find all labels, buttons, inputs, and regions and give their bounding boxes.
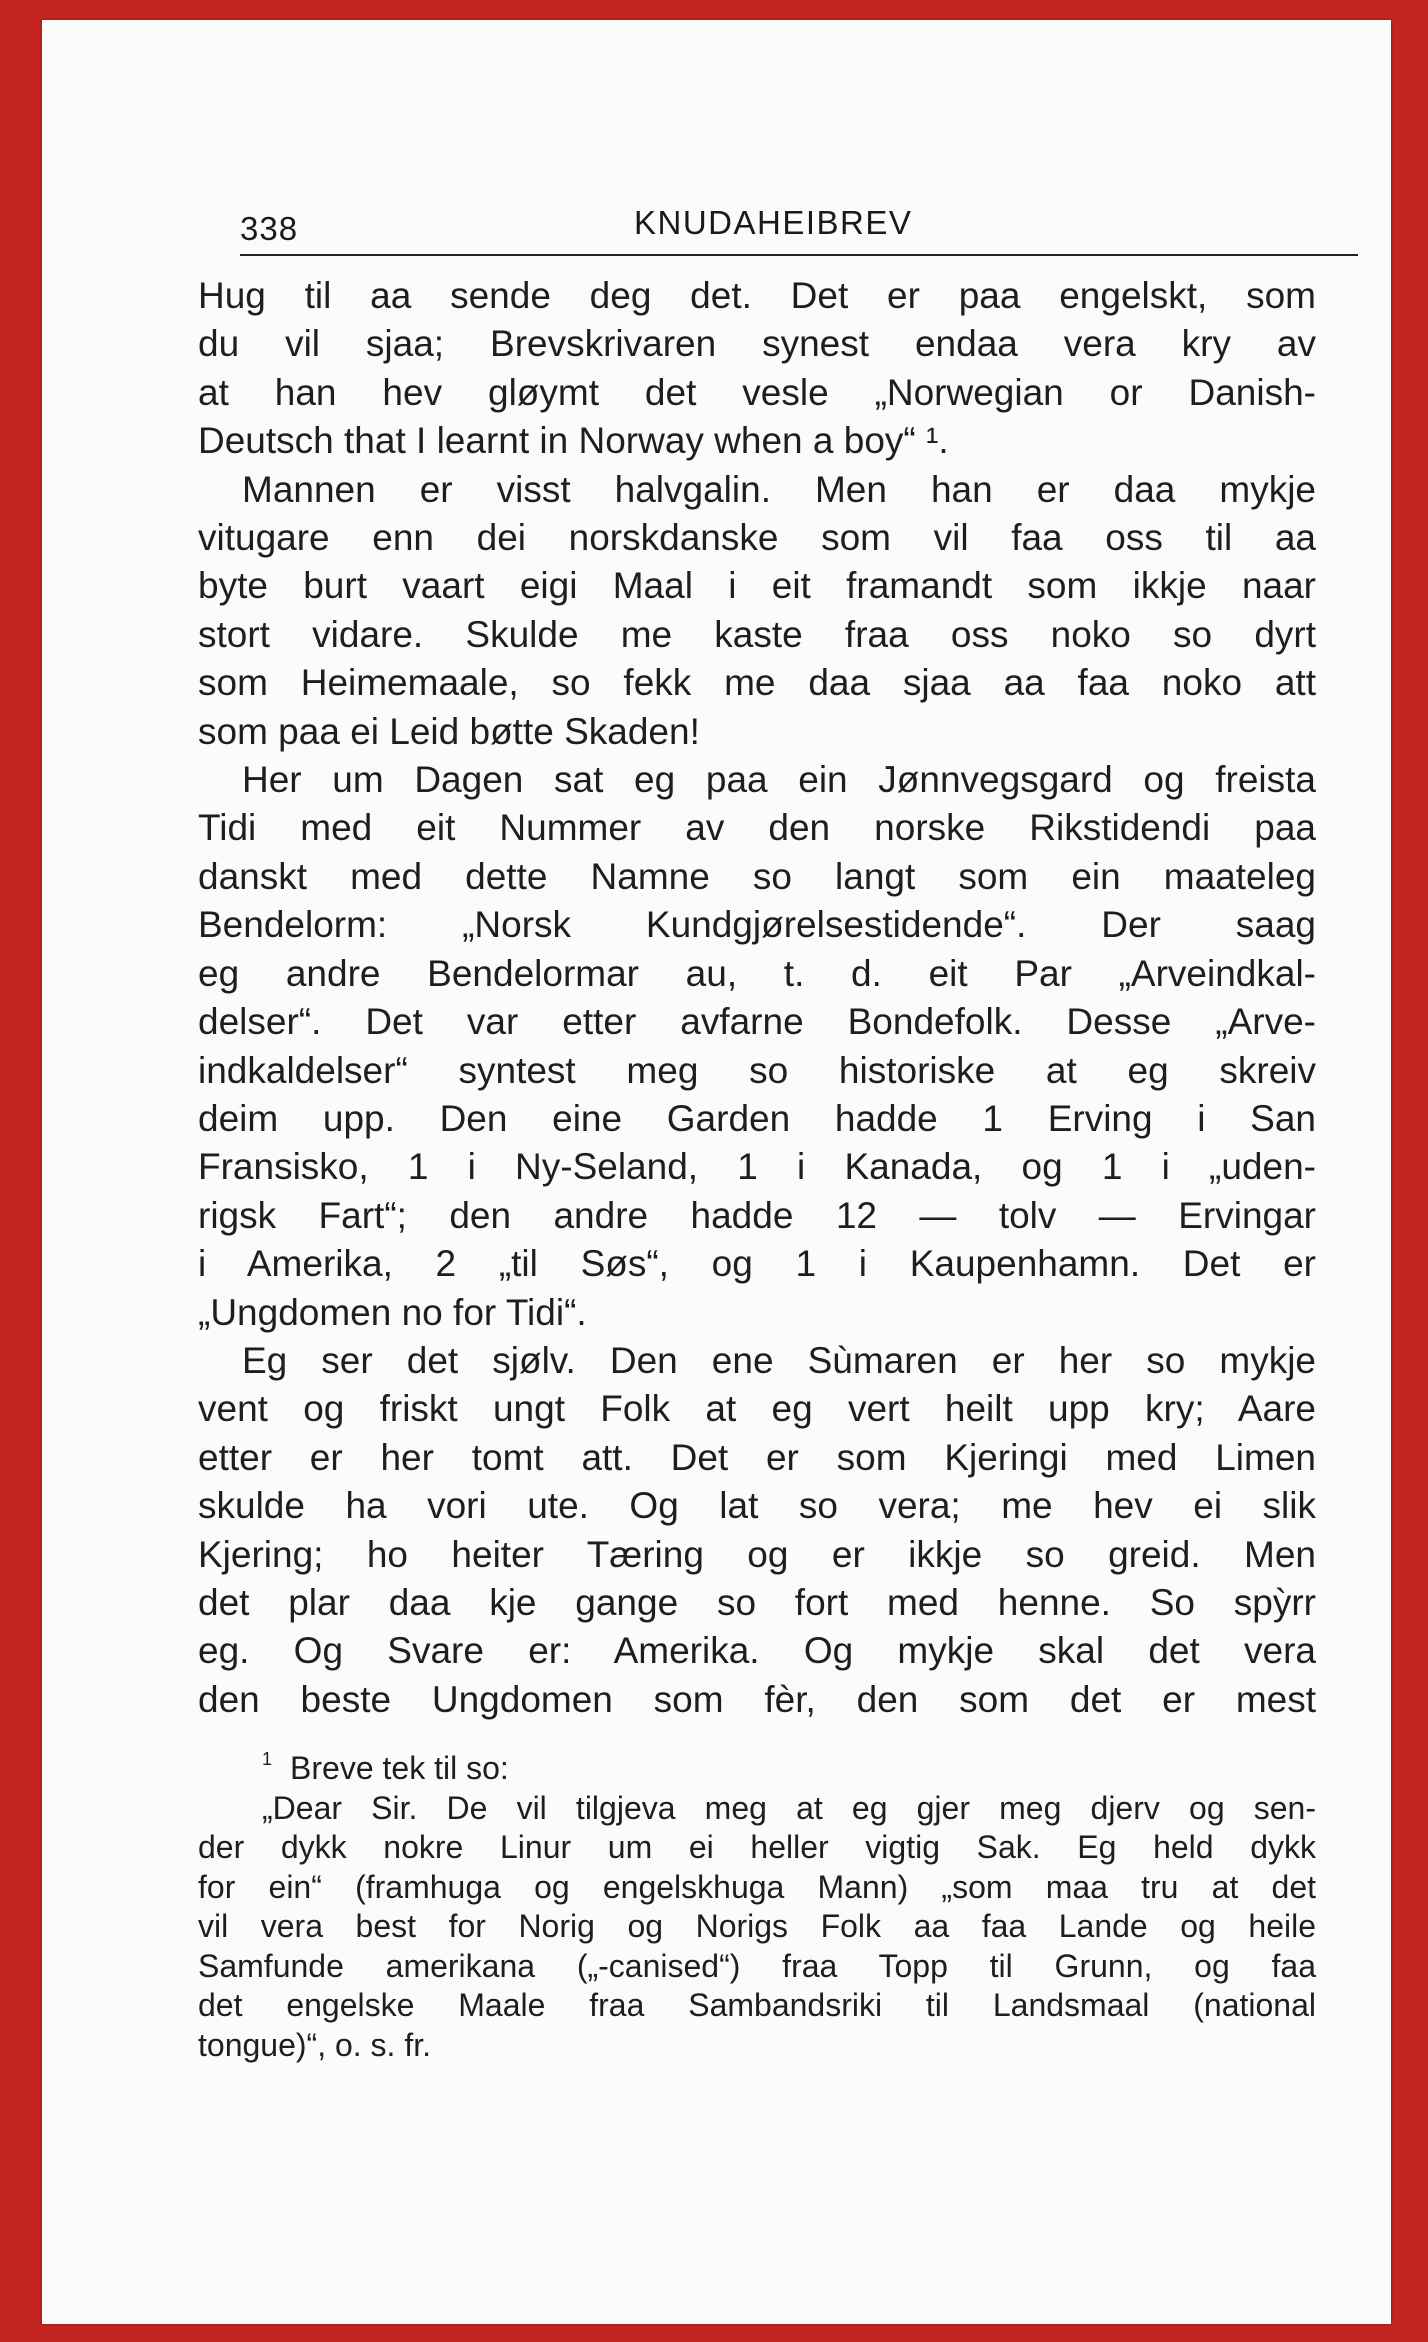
text-line: byte burt vaart eigi Maal i eit framandt som ikkje naar: [198, 565, 1316, 607]
text-line: Kjering; ho heiter Tæring og er ikkje so greid. Men: [198, 1533, 1316, 1575]
text-line: at han hev gløymt det vesle „Norwegian or Danish-: [198, 371, 1316, 413]
footnote-line-text: Breve tek til so:: [290, 1750, 509, 1786]
text-line: Her um Dagen sat eg paa ein Jønnvegsgard og freista: [242, 759, 1316, 801]
text-line: deim upp. Den eine Garden hadde 1 Erving i San: [198, 1097, 1316, 1139]
text-line: som Heimemaale, so fekk me daa sjaa aa faa noko att: [198, 662, 1316, 704]
footnote: [198, 1740, 1316, 2065]
text-line: Tidi med eit Nummer av den norske Rikstidendi paa: [198, 807, 1316, 849]
footnote-line: der dykk nokre Linur um ei heller vigtig Sak. Eg held dykk: [198, 1829, 1316, 1865]
text-line: det plar daa kje gange so fort med henne. So spỳrr: [198, 1581, 1316, 1623]
text-line: Mannen er visst halvgalin. Men han er daa mykje: [242, 468, 1316, 510]
running-title: KNUDAHEIBREV: [634, 204, 913, 241]
footnote-line: Samfunde amerikana („-canised“) fraa Topp til Grunn, og faa: [198, 1947, 1316, 1984]
text-line: Bendelorm: „Norsk Kundgjørelsestidende“. Der saag: [198, 904, 1316, 946]
text-line: Deutsch that I learnt in Norway when a boy“ ¹.: [198, 420, 949, 462]
text-line: rigsk Fart“; den andre hadde 12 — tolv — Ervingar: [198, 1194, 1316, 1236]
body-text: [198, 272, 1316, 1724]
text-line: eg andre Bendelormar au, t. d. eit Par „Arveindkal-: [198, 952, 1316, 994]
text-line: Hug til aa sende deg det. Det er paa engelskt, som: [198, 275, 1316, 316]
footnote-line: det engelske Maale fraa Sambandsriki til Landsmaal (national: [198, 1987, 1316, 2023]
text-line: Eg ser det sjølv. Den ene Sùmaren er her so mykje: [242, 1339, 1316, 1381]
footnote-line: tongue)“, o. s. fr.: [198, 2026, 431, 2063]
text-line: etter er her tomt att. Det er som Kjeringi med Limen: [198, 1436, 1316, 1478]
text-line: „Ungdomen no for Tidi“.: [198, 1291, 587, 1333]
text-line: indkaldelser“ syntest meg so historiske at eg skreiv: [198, 1049, 1316, 1091]
footnote-line: „Dear Sir. De vil tilgjeva meg at eg gjer meg djerv og sen-: [262, 1789, 1316, 1826]
footnote-line: vil vera best for Norig og Norigs Folk aa faa Lande og heile: [198, 1908, 1316, 1944]
text-line: du vil sjaa; Brevskrivaren synest endaa vera kry av: [198, 323, 1316, 365]
text-line: i Amerika, 2 „til Søs“, og 1 i Kaupenhamn. Det er: [198, 1243, 1316, 1285]
text-line: stort vidare. Skulde me kaste fraa oss noko so dyrt: [198, 613, 1316, 655]
text-line: som paa ei Leid bøtte Skaden!: [198, 710, 700, 752]
page-header: [240, 204, 1358, 256]
footnote-marker: 1: [262, 1749, 273, 1769]
text-line: vitugare enn dei norskdanske som vil faa oss til aa: [198, 517, 1316, 559]
footnote-line: [198, 1740, 1316, 1789]
text-line: vent og friskt ungt Folk at eg vert heilt upp kry; Aare: [198, 1388, 1316, 1430]
text-line: Fransisko, 1 i Ny-Seland, 1 i Kanada, og 1 i „uden-: [198, 1146, 1316, 1188]
text-line: den beste Ungdomen som fèr, den som det er mest: [198, 1678, 1316, 1720]
footnote-line: for ein“ (framhuga og engelskhuga Mann) „som maa tru at det: [198, 1868, 1316, 1905]
text-line: eg. Og Svare er: Amerika. Og mykje skal det vera: [198, 1630, 1316, 1672]
text-line: skulde ha vori ute. Og lat so vera; me hev ei slik: [198, 1485, 1316, 1527]
text-line: danskt med dette Namne so langt som ein maateleg: [198, 855, 1316, 897]
text-line: delser“. Det var etter avfarne Bondefolk. Desse „Arve-: [198, 1001, 1316, 1043]
page-number: 338: [240, 210, 299, 247]
